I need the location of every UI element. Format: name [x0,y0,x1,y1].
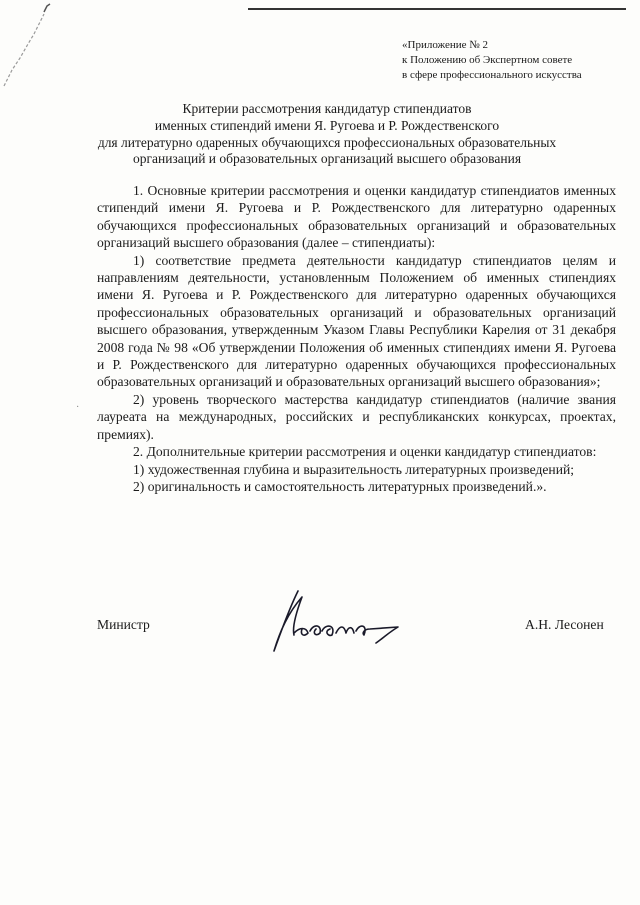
paragraph-criterion-2: 2) уровень творческого мастерства кандидатур стипендиатов (наличие звания лауреата на международных, российских и республиканских конкурсах, проектах, премиях). [97,391,616,442]
signatory-role: Министр [97,617,150,632]
annex-line-2: к Положению об Экспертном совете [402,54,573,66]
paragraph-main-criteria: 1. Основные критерии рассмотрения и оценки кандидатур стипендиатов именных стипендий имени Я. Ругоева и Р. Рождественского для литературно одаренных обучающихся профессиональных образовательных организаций и образовательных организаций высшего образования (далее – стипендиаты): [97,183,616,251]
scan-top-border [248,8,626,10]
scan-speck: · [76,402,80,413]
signatory-name: А.Н. Лесонен [525,617,604,632]
paragraph-additional-1: 1) художественная глубина и выразительность литературных произведений; [133,461,575,477]
title-line-2: именных стипендий имени Я. Ругоева и Р. Рождественского [154,117,500,133]
document-title [60,101,594,168]
annex-header [402,38,582,83]
document-body [97,182,616,495]
paragraph-criterion-1: 1) соответствие предмета деятельности кандидатур стипендиатов целям и направлениям деятельности, установленным Положением об именных стипендиях имени Я. Ругоева и Р. Рождественского для литературно одаренных обучающихся профессиональных образовательных организаций и образовательных организаций высшего образования, утвержденным Указом Главы Республики Карелия от 31 декабря 2008 года № 98 «Об утверждении Положения об именных стипендиях имени Я. Ругоева и Р. Рождественского для литературно одаренных обучающихся профессиональных образовательных организаций и образовательных организаций высшего образования»; [97,252,616,390]
annex-line-1: «Приложение № 2 [402,39,489,51]
title-line-3: для литературно одаренных обучающихся профессиональных образовательных [97,134,557,150]
title-line-1: Критерии рассмотрения кандидатур стипендиатов [182,101,472,116]
annex-line-3: в сфере профессионального искусства [402,69,582,81]
paragraph-additional-criteria: 2. Дополнительные критерии рассмотрения и оценки кандидатур стипендиатов: [133,444,597,460]
paragraph-additional-2: 2) оригинальность и самостоятельность литературных произведений.». [133,478,547,494]
handwritten-signature [258,583,408,658]
scan-edge-mark [0,0,60,100]
title-line-4: организаций и образовательных организаций высшего образования [132,151,522,167]
